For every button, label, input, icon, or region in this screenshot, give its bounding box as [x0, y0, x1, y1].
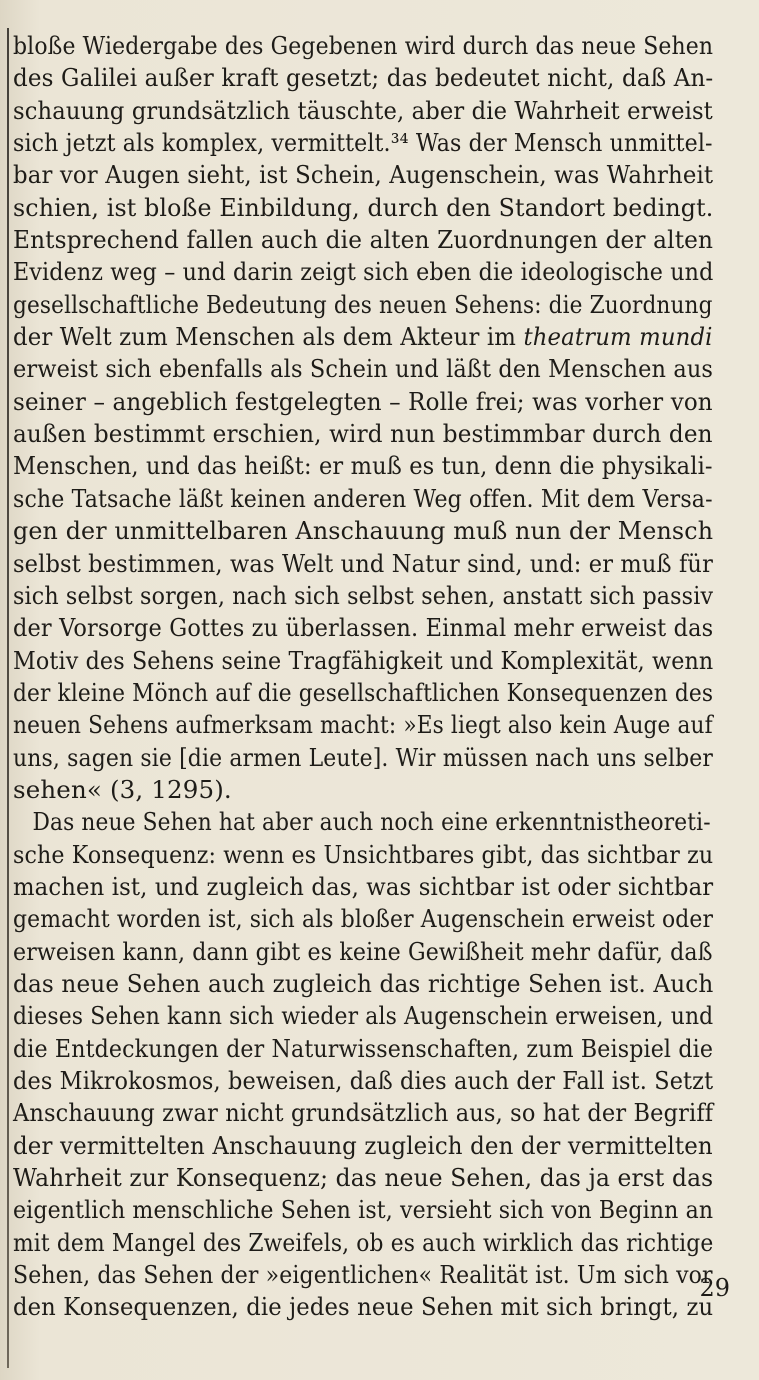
text-line-29: erweisen kann, dann gibt es keine Gewißheit mehr dafür, daß: [13, 936, 713, 966]
text-line-27: machen ist, und zugleich das, was sichtbar ist oder sichtbar: [13, 871, 714, 901]
text-line-32: die Entdeckungen der Naturwissenschaften, zum Beispiel die: [13, 1033, 714, 1063]
text-line-30: das neue Sehen auch zugleich das richtige Sehen ist. Auch: [13, 968, 714, 998]
text-line-14: Menschen, und das heißt: er muß es tun, denn die physikali-: [13, 451, 713, 481]
text-line-25: Das neue Sehen hat aber auch noch eine erkenntnistheoreti-: [32, 807, 711, 837]
text-line-1: bloße Wiedergabe des Gegebenen wird durch das neue Sehen: [13, 31, 714, 60]
text-line-38: mit dem Mangel des Zweifels, ob es auch wirklich das richtige: [13, 1227, 714, 1257]
text-line-11: erweist sich ebenfalls als Schein und läßt den Menschen aus: [13, 354, 714, 384]
text-line-13: außen bestimmt erschien, wird nun bestimmbar durch den: [13, 419, 713, 449]
text-line-9: gesellschaftliche Bedeutung des neuen Sehens: die Zuordnung: [13, 289, 713, 319]
text-line-23: uns, sagen sie [die armen Leute]. Wir müssen nach uns selber: [13, 742, 714, 772]
text-line-39: Sehen, das Sehen der »eigentlichen« Realität ist. Um sich vor: [13, 1260, 713, 1290]
text-line-3: schauung grundsätzlich täuschte, aber die Wahrheit erweist: [13, 95, 713, 125]
text-line-15: sche Tatsache läßt keinen anderen Weg offen. Mit dem Versa-: [13, 483, 713, 513]
text-line-6: schien, ist bloße Einbildung, durch den Standort bedingt.: [13, 192, 714, 222]
text-line-36: Wahrheit zur Konsequenz; das neue Sehen, das ja erst das: [13, 1163, 714, 1193]
text-line-8: Evidenz weg – und darin zeigt sich eben die ideologische und: [13, 257, 714, 287]
binding-gutter-edge: [7, 28, 9, 1368]
text-line-34: Anschauung zwar nicht grundsätzlich aus, so hat der Begriff: [13, 1098, 714, 1128]
text-line-10: [13, 321, 713, 353]
text-line-12: seiner – angeblich festgelegten – Rolle frei; was vorher von: [13, 386, 713, 416]
text-line-22: neuen Sehens aufmerksam macht: »Es liegt also kein Auge auf: [13, 710, 713, 740]
text-line-20: Motiv des Sehens seine Tragfähigkeit und Komplexität, wenn: [13, 645, 714, 675]
text-line-31: dieses Sehen kann sich wieder als Augenschein erweisen, und: [13, 1001, 714, 1031]
page-number: 29: [699, 1274, 730, 1302]
text-line-7: Entsprechend fallen auch die alten Zuordnungen der alten: [13, 225, 714, 255]
italic-term-theatrum-mundi: theatrum mundi: [523, 322, 713, 352]
text-line-2: des Galilei außer kraft gesetzt; das bedeutet nicht, daß An-: [13, 63, 714, 93]
text-line-18: sich selbst sorgen, nach sich selbst sehen, anstatt sich passiv: [13, 580, 714, 610]
text-line-4: sich jetzt als komplex, vermittelt.³⁴ Was der Mensch unmittel-: [13, 128, 713, 158]
text-line-35: der vermittelten Anschauung zugleich den der vermittelten: [13, 1130, 713, 1160]
text-line-5: bar vor Augen sieht, ist Schein, Augenschein, was Wahrheit: [13, 160, 714, 190]
text-line-26: sche Konsequenz: wenn es Unsichtbares gibt, das sichtbar zu: [13, 839, 714, 869]
text-line-33: des Mikrokosmos, beweisen, daß dies auch der Fall ist. Setzt: [13, 1066, 714, 1095]
text-line-40: den Konsequenzen, die jedes neue Sehen mit sich bringt, zu: [13, 1292, 714, 1322]
text-line-19: der Vorsorge Gottes zu überlassen. Einmal mehr erweist das: [13, 613, 714, 643]
text-line-28: gemacht worden ist, sich als bloßer Augenschein erweist oder: [13, 904, 714, 934]
text-line-17: selbst bestimmen, was Welt und Natur sind, und: er muß für: [13, 548, 713, 578]
text-line-16: gen der unmittelbaren Anschauung muß nun der Mensch: [13, 516, 714, 546]
body-text: [13, 30, 713, 1324]
text-line-10-plain: der Welt zum Menschen als dem Akteur im: [13, 322, 517, 352]
text-line-37: eigentlich menschliche Sehen ist, versieht sich von Beginn an: [13, 1195, 714, 1225]
text-line-24: sehen« (3, 1295).: [13, 774, 232, 804]
text-line-21: der kleine Mönch auf die gesellschaftlichen Konsequenzen des: [13, 677, 714, 707]
